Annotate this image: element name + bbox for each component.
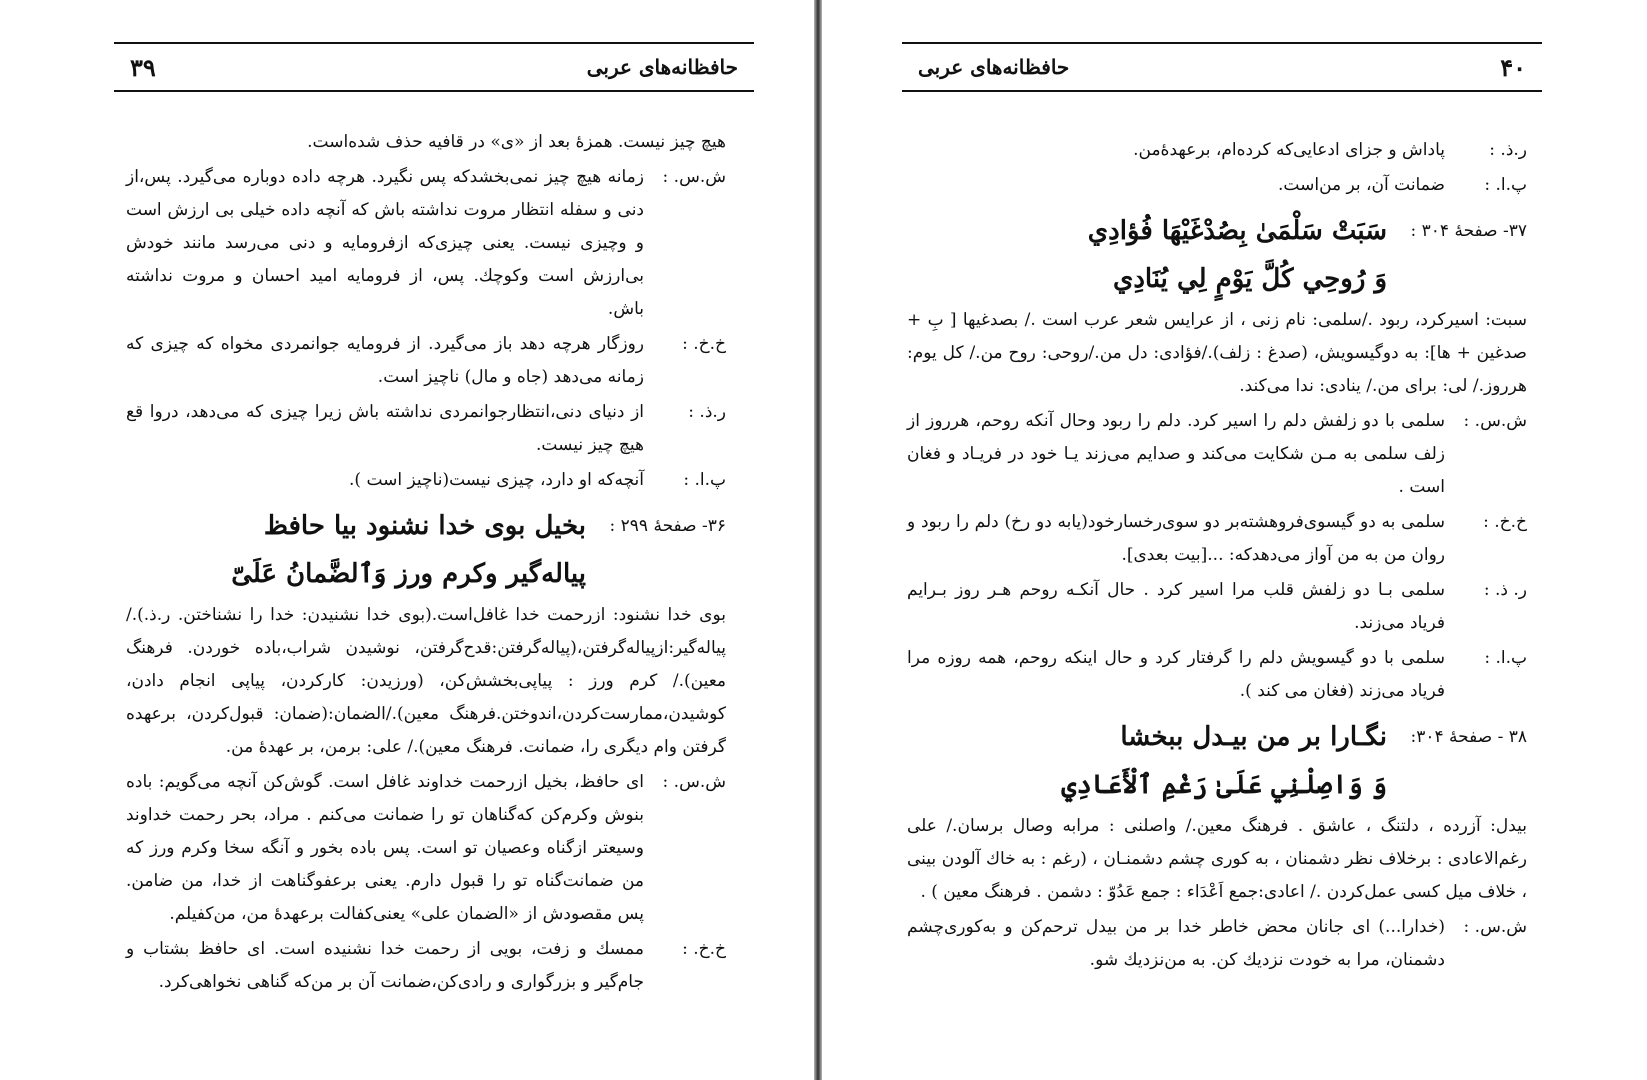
verse-line-1: سَبَتْ سَلْمَیٰ بِصُدْغَیْهَا فُؤادِي xyxy=(1087,216,1387,246)
entry-text: از دنیای دنی،انتظارجوانمردی نداشته باش زیرا چیزی که می‌دهد، دروا قع هیچ چیز نیست. xyxy=(126,402,644,455)
left-page xyxy=(0,0,814,1080)
entry-text: ضمانت آن، بر من‌است. xyxy=(1278,175,1445,195)
verse-heading xyxy=(907,714,1527,760)
book-gutter xyxy=(814,0,822,1080)
right-page xyxy=(822,0,1647,1080)
right-page-header xyxy=(902,42,1542,92)
verse-heading xyxy=(907,208,1527,254)
source-abbr: پ.ا. : xyxy=(1484,175,1527,195)
commentary-entry xyxy=(907,405,1527,504)
commentary-entry xyxy=(126,161,726,326)
paragraph: هیچ چیز نیست. همزهٔ بعد از «ی» در قافیه حذف شده‌است. xyxy=(307,132,726,152)
source-abbr: ش.س. : xyxy=(1463,411,1527,431)
source-abbr: ش.س. : xyxy=(1463,917,1527,937)
source-abbr: پ.ا. : xyxy=(683,470,726,490)
entry-text: زمانه هیچ چیز نمی‌بخشدکه پس نگیرد. هرچه داده دوباره می‌گیرد. پس،از دنی و سفله انتظار مروت نداشته باش که آنچه داده خیلی بی ارزش است و وچیزی نیست. یعنی چیزی‌که ازفرومایه و دنی می‌رسد مانند خودش بی‌ارزش است وکوچك. پس، از فرومایه امید احسان و مروت نداشته باش. xyxy=(126,167,644,319)
entry-text: آنچه‌که او دارد، چیزی نیست(ناچیز است ). xyxy=(349,470,644,490)
source-abbr: خ.خ. : xyxy=(1483,512,1527,532)
verse-number: ۳۷- صفحهٔ ۳۰۴ : xyxy=(1410,220,1527,241)
right-page-body xyxy=(907,134,1527,979)
source-abbr: ش.س. : xyxy=(662,772,726,792)
verse-number: ۳۸ - صفحهٔ ۳۰۴: xyxy=(1410,726,1527,747)
entry-text: (خدارا...) ای جانان محض خاطر خدا بر من بیدل ترحم‌کن و به‌کوری‌چشم دشمنان، مرا به خودت نزدیك کن. به من‌نزدیك شو. xyxy=(907,917,1445,970)
entry-text: سلمی بـا دو زلفش قلب مرا اسیر کرد . حال آنکـه روحم هـر روز بـرایم فریاد می‌زند. xyxy=(907,580,1445,633)
entry-text: سلمی به دو گیسوی‌فروهشته‌بر دو سوی‌رخسارخود(یابه دو رخ) دلم را ربود و روان من به من آواز می‌دهدکه: ...[بیت بعدی]. xyxy=(907,512,1445,565)
entry-text: پاداش و جزای ادعایی‌که کرده‌ام، برعهدهٔ‌من. xyxy=(1133,140,1445,160)
entry-text: سلمی با دو زلفش دلم را اسیر کرد. دلم را ربود وحال آنکه روحم، هرروز از زلف سلمی به مـن شکایت می‌کند و صدایم می‌زند یـا خود در فریـاد و فغان است . xyxy=(907,411,1445,497)
source-abbr: خ.خ. : xyxy=(682,334,726,354)
verse-line-2: وَ وَاصِلْنِي عَلَیٰ رَغْمِ ٱلْأَعَادِي xyxy=(1061,770,1387,800)
source-abbr: خ.خ. : xyxy=(682,939,726,959)
entry-text: ای حافظ، بخیل ازرحمت خداوند غافل است. گوش‌کن آنچه می‌گویم: باده بنوش وکرم‌کن که‌گناهان تو را ضمانت می‌کنم . مراد، بحر رحمت خداوند وسیعتر ازگناه وعصیان تو است. پس باده بخور و آنگه سخا وکرم ورز که من ضمانت‌گناه تو را قبول دارم. یعنی برعفوگناهت از خدا، من ضامن. پس مقصودش از «الضمان علی» یعنی‌کفالت برعهدهٔ من، من‌کفیلم. xyxy=(126,772,644,924)
entry-text: ممسك و زفت، بویی از رحمت خدا نشنیده است. ای حافظ بشتاب و جام‌گیر و بزرگواری و رادی‌کن،ضمانت آن بر من‌که گناهی نخواهی‌کرد. xyxy=(126,939,644,992)
commentary-entry xyxy=(126,464,726,497)
glossary-paragraph: بیدل: آزرده ، دلتنگ ، عاشق . فرهنگ معین./ واصلنی : مرابه وصال برسان./ علی رغم‌الاعادی : برخلاف نظر دشمنان ، به کوری چشم دشمنـان ، (رغم : به خاك آلودن بینی ، خلاف میل کسی عمل‌کردن ./ اعادی:جمع اَعْدَاء : جمع عَدُوّ : دشمن . فرهنگ معین ) . xyxy=(907,816,1527,902)
running-head: حافظانه‌های عربی xyxy=(586,55,738,79)
verse-line-2: پیاله‌گیر وکرم ورز وَٱلضَّمانُ عَلَیّ xyxy=(231,559,586,589)
commentary-entry xyxy=(907,169,1527,202)
commentary-entry xyxy=(907,506,1527,572)
source-abbr: ش.س. : xyxy=(662,167,726,187)
left-page-header xyxy=(114,42,754,92)
verse-line-2: وَ رُوحِي کُلَّ یَوْمٍ لِي یُنَادِي xyxy=(1112,264,1387,294)
commentary-entry xyxy=(907,911,1527,977)
verse-line-1: بخیل بوی خدا نشنود بیا حافظ xyxy=(263,511,586,541)
glossary-paragraph: بوی خدا نشنود: ازرحمت خدا غافل‌است.(بوی خدا نشنیدن: خدا را نشناختن. ر.ذ.)./ پیاله‌گیر:ازپیاله‌گرفتن،(پیاله‌گرفتن:قدح‌گرفتن، نوشیدن شراب،باده خوردن. فرهنگ معین)./ کرم ورز : پیاپی‌بخشش‌کن، (ورزیدن: کارکردن، پیاپی انجام دادن، کوشیدن،ممارست‌کردن،اندوختن.فرهنگ معین)./الضمان:(ضمان: قبول‌کردن، برعهده گرفتن وام دیگری را، ضمانت. فرهنگ معین)./ علی: برمن، بر عهدهٔ من. xyxy=(126,605,726,757)
verse-line-1: نگـارا بر من بیـدل ببخشا xyxy=(1120,722,1387,752)
source-abbr: ر. ذ. : xyxy=(1483,580,1527,600)
entry-text: روزگار هرچه دهد باز می‌گیرد. از فرومایه جوانمردی مخواه که چیزی که زمانه می‌دهد (جاه و مال) ناچیز است. xyxy=(126,334,644,387)
commentary-entry xyxy=(126,766,726,931)
running-head: حافظانه‌های عربی xyxy=(918,55,1070,79)
page-number: ۴۰ xyxy=(1500,52,1526,82)
commentary-entry xyxy=(907,134,1527,167)
verse-number: ۳۶- صفحهٔ ۲۹۹ : xyxy=(609,515,726,536)
verse-heading xyxy=(126,503,726,549)
left-page-body xyxy=(126,126,726,1001)
source-abbr: ر.ذ. : xyxy=(1489,140,1527,160)
glossary-paragraph: سبت: اسیرکرد، ربود ./سلمی: نام زنی ، از عرایس شعر عرب است ./ بصدغیها [ بِ + صدغین + ها]: به دوگیسویش، (صدغ : زلف)./فؤادی: دل من./روحی: روح من./ کل یوم: هرروز./ لی: برای من./ ینادی: ندا می‌کند. xyxy=(907,310,1527,396)
page-number: ۳۹ xyxy=(130,52,156,82)
commentary-entry xyxy=(126,328,726,394)
commentary-entry xyxy=(126,933,726,999)
source-abbr: ر.ذ. : xyxy=(688,402,726,422)
commentary-entry xyxy=(126,396,726,462)
source-abbr: پ.ا. : xyxy=(1484,648,1527,668)
commentary-entry xyxy=(907,574,1527,640)
commentary-entry xyxy=(907,642,1527,708)
entry-text: سلمی با دو گیسویش دلم را گرفتار کرد و حال اینکه روحم، همه روزه مرا فریاد می‌زند (فغان می کند ). xyxy=(907,648,1445,701)
